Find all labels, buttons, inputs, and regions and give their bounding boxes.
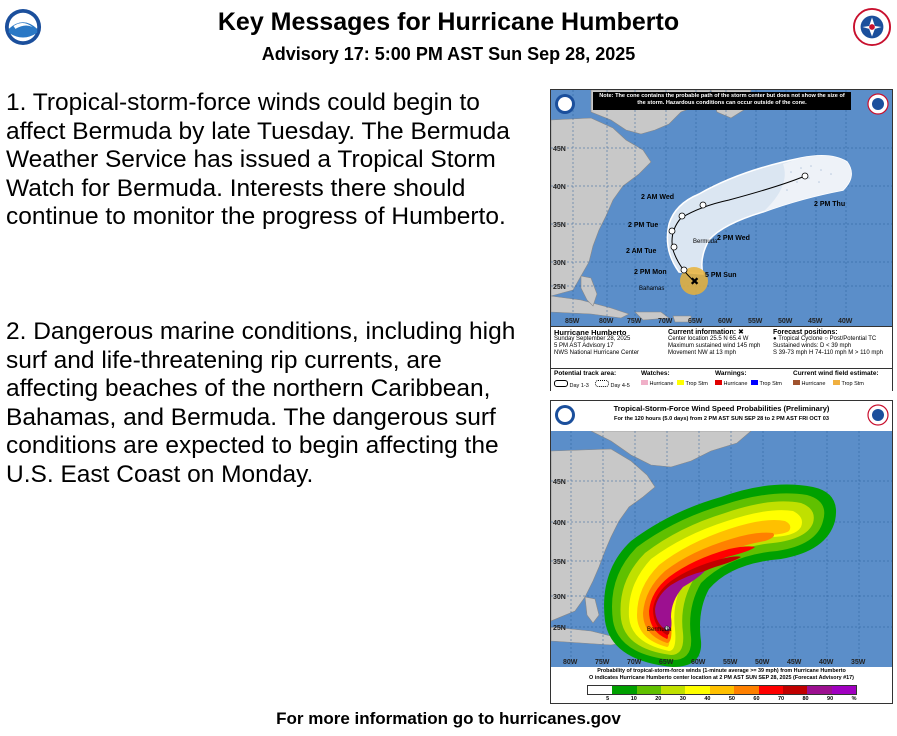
label-bermuda: Bermuda [693, 239, 718, 245]
scale-label: 50 [728, 696, 735, 702]
svg-text:40W: 40W [819, 659, 834, 666]
cone-legend [551, 368, 892, 391]
svg-text:60W: 60W [718, 318, 733, 325]
max-wind: Maximum sustained wind 145 mph [668, 343, 761, 349]
svg-text:35N: 35N [553, 559, 566, 566]
label-2am-tue: 2 AM Tue [626, 248, 657, 255]
scale-label: % [851, 696, 857, 702]
prob-label-bermuda: Bermuda [647, 627, 672, 633]
wind-field-title: Current wind field estimate: [793, 370, 879, 377]
scale-label: 30 [679, 696, 686, 702]
fp-post: Post/Potential TC [829, 336, 877, 342]
shm-thresholds: S 39-73 mph H 74-110 mph M > 110 mph [773, 350, 884, 356]
scale-label: 10 [630, 696, 637, 702]
storm-name: Hurricane Humberto [554, 328, 627, 337]
svg-text:50W: 50W [778, 318, 793, 325]
svg-text:✖: ✖ [690, 276, 700, 288]
prob-map-panel [550, 400, 893, 704]
svg-text:75W: 75W [627, 318, 642, 325]
fp-tc: Tropical Cyclone [778, 336, 823, 342]
svg-text:40N: 40N [553, 520, 566, 527]
svg-text:80W: 80W [599, 318, 614, 325]
svg-text:25N: 25N [553, 625, 566, 632]
lat-40n: 40N [553, 184, 566, 191]
prob-nws-logo [867, 404, 889, 426]
svg-text:50W: 50W [755, 659, 770, 666]
prob-title: Tropical-Storm-Force Wind Speed Probabilities (Preliminary) [613, 404, 830, 413]
info-advisory: 5 PM AST Advisory 17 [554, 343, 614, 349]
d-threshold: D < 39 mph [820, 343, 852, 349]
footer-link-text: For more information go to hurricanes.gov [276, 709, 621, 728]
watch-hurricane-swatch [641, 380, 648, 385]
scale-swatch [832, 686, 856, 694]
label-2pm-tue: 2 PM Tue [628, 222, 659, 229]
label-2pm-wed: 2 PM Wed [717, 235, 750, 242]
scale-label: 40 [704, 696, 711, 702]
warnings-title: Warnings: [715, 370, 747, 377]
page-title: Key Messages for Hurricane Humberto [217, 8, 680, 36]
svg-text:75W: 75W [595, 659, 610, 666]
lat-30n: 30N [553, 260, 566, 267]
wind-trop-label: Trop Stm [841, 381, 864, 387]
advisory-subtitle: Advisory 17: 5:00 PM AST Sun Sep 28, 2025 [261, 44, 636, 64]
scale-swatch [637, 686, 661, 694]
cone-map-panel [550, 89, 893, 391]
scale-swatch [661, 686, 685, 694]
lat-35n: 35N [553, 222, 566, 229]
svg-text:60W: 60W [691, 659, 706, 666]
svg-text:85W: 85W [565, 318, 580, 325]
info-date: Sunday September 28, 2025 [554, 336, 631, 342]
svg-text:65W: 65W [659, 659, 674, 666]
prob-subtitle: For the 120 hours (5.0 days) from 2 PM AST SUN SEP 28 to 2 PM AST FRI OCT 03 [614, 416, 829, 422]
cone-info [551, 326, 892, 369]
warn-hurricane-label: Hurricane [723, 381, 748, 387]
wind-trop-swatch [833, 380, 840, 385]
key-message-1: 1. Tropical-storm-force winds could begin to affect Bermuda by late Tuesday. The Bermuda Weather Service has issued a Tropical Storm Watch for Bermuda. Interests there should continue to monitor the progress of Humberto. [6, 89, 510, 230]
scale-swatch [710, 686, 734, 694]
day45-label: Day 4-5 [610, 383, 630, 389]
scale-swatch [612, 686, 636, 694]
warn-trop-swatch [751, 380, 758, 385]
label-2pm-mon: 2 PM Mon [634, 269, 667, 276]
prob-map [551, 431, 892, 667]
scale-swatch [588, 686, 612, 694]
probability-color-scale [587, 685, 857, 701]
day13-label: Day 1-3 [569, 383, 589, 389]
prob-caption-2: O indicates Hurricane Humberto center location at 2 PM AST SUN SEP 28, 2025 (Forecast Advisory #17) [589, 675, 854, 681]
scale-swatch [807, 686, 831, 694]
scale-swatch [685, 686, 709, 694]
svg-text:45N: 45N [553, 479, 566, 486]
scale-swatch [734, 686, 758, 694]
scale-label: 5 [606, 696, 610, 702]
label-5pm-sun: 5 PM Sun [705, 272, 737, 279]
prob-noaa-logo [554, 404, 576, 426]
svg-text:70W: 70W [658, 318, 673, 325]
day13-swatch-icon [554, 380, 568, 387]
svg-text:35W: 35W [851, 659, 866, 666]
label-2am-wed: 2 AM Wed [641, 194, 675, 201]
current-info-title: Current information: ✖ [668, 329, 744, 336]
center-location: Center location 25.5 N 65.4 W [668, 336, 749, 342]
key-message-2: 2. Dangerous marine conditions, including high surf and life-threatening rip currents, are affecting beaches of the northern Caribbean, Bahamas, and Bermuda. The dangerous surf conditions are expected to begin affecting the U.S. East Coast on Monday. [6, 318, 516, 488]
svg-text:70W: 70W [627, 659, 642, 666]
watch-trop-swatch [677, 380, 684, 385]
lat-25n: 25N [553, 284, 566, 291]
label-2pm-thu: 2 PM Thu [814, 201, 846, 208]
movement: Movement NW at 13 mph [668, 350, 737, 356]
svg-text:55W: 55W [748, 318, 763, 325]
svg-text:30N: 30N [553, 594, 566, 601]
warn-trop-label: Trop Stm [759, 381, 782, 387]
scale-label: 80 [802, 696, 809, 702]
scale-label: 20 [655, 696, 662, 702]
info-center: NWS National Hurricane Center [554, 350, 640, 356]
watches-title: Watches: [641, 370, 670, 377]
prob-caption-1: Probability of tropical-storm-force winds (1-minute average >= 39 mph) from Hurricane Humberto [597, 668, 846, 674]
forecast-title: Forecast positions: [773, 329, 838, 336]
watch-hurricane-label: Hurricane [649, 381, 674, 387]
svg-text:40W: 40W [838, 318, 853, 325]
scale-label: 90 [827, 696, 834, 702]
warn-hurricane-swatch [715, 380, 722, 385]
sustained-label: Sustained winds: [773, 343, 819, 349]
tc-dot-icon: ● [773, 336, 777, 342]
lat-45n: 45N [553, 146, 566, 153]
day45-swatch-icon [595, 380, 609, 387]
scale-label: 60 [753, 696, 760, 702]
track-area-title: Potential track area: [554, 370, 617, 377]
scale-label: 70 [777, 696, 785, 702]
svg-text:45W: 45W [787, 659, 802, 666]
svg-text:55W: 55W [723, 659, 738, 666]
scale-swatch [759, 686, 783, 694]
cone-note: Note: The cone contains the probable path of the storm center but does not show the size of the storm. Hazardous conditions can occur outside of the cone. [593, 92, 851, 110]
svg-text:80W: 80W [563, 659, 578, 666]
post-tc-circle-icon: ○ [824, 336, 828, 342]
watch-trop-label: Trop Stm [685, 381, 708, 387]
label-bahamas: Bahamas [639, 286, 665, 292]
scale-swatch [783, 686, 807, 694]
prob-caption [551, 668, 892, 682]
svg-text:65W: 65W [688, 318, 703, 325]
svg-text:45W: 45W [808, 318, 823, 325]
wind-hurricane-label: Hurricane [801, 381, 826, 387]
wind-hurricane-swatch [793, 380, 800, 385]
